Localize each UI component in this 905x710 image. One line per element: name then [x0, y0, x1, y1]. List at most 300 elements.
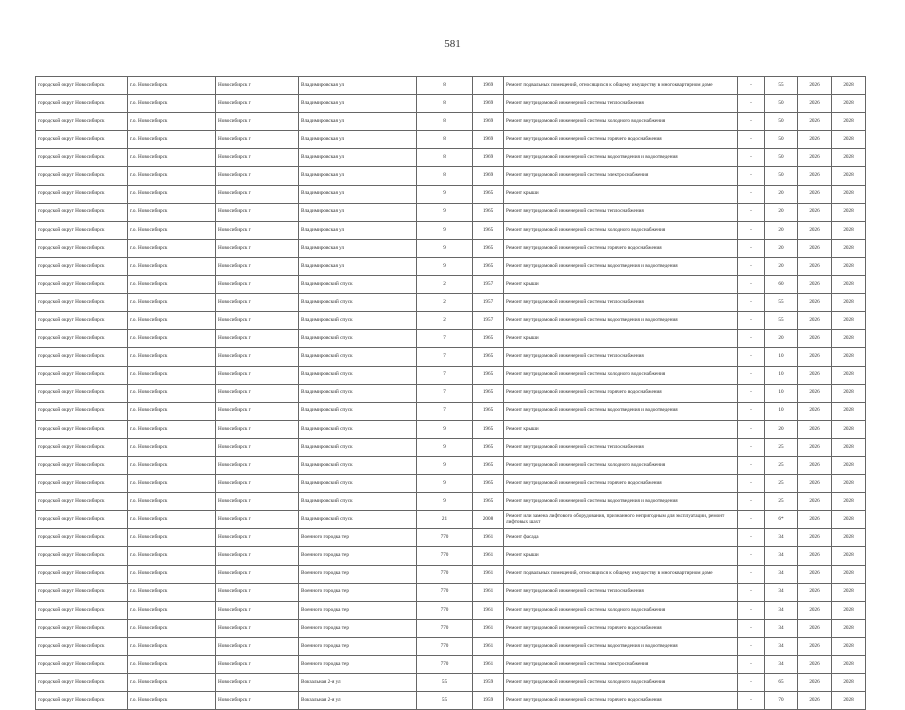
cell-dash: - — [738, 348, 765, 366]
cell-to: 2028 — [832, 456, 866, 474]
cell-street: Владимировский спуск — [299, 420, 417, 438]
cell-from: 2026 — [798, 456, 832, 474]
cell-municipality: г.о. Новосибирск — [128, 185, 216, 203]
cell-district: городской округ Новосибирск — [36, 294, 128, 312]
cell-to: 2028 — [832, 131, 866, 149]
cell-from: 2026 — [798, 257, 832, 275]
cell-to: 2028 — [832, 366, 866, 384]
cell-municipality: г.о. Новосибирск — [128, 583, 216, 601]
cell-house: 7 — [417, 330, 473, 348]
cell-dash: - — [738, 330, 765, 348]
cell-municipality: г.о. Новосибирск — [128, 384, 216, 402]
cell-municipality: г.о. Новосибирск — [128, 149, 216, 167]
cell-street: Владимировский спуск — [299, 475, 417, 493]
cell-municipality: г.о. Новосибирск — [128, 276, 216, 294]
cell-municipality: г.о. Новосибирск — [128, 656, 216, 674]
cell-year: 2008 — [473, 511, 504, 529]
cell-locality: Новосибирск г — [216, 637, 299, 655]
cell-district: городской округ Новосибирск — [36, 565, 128, 583]
cell-dash: - — [738, 565, 765, 583]
cell-street: Владимировская ул — [299, 149, 417, 167]
cell-house: 2 — [417, 312, 473, 330]
cell-from: 2026 — [798, 493, 832, 511]
cell-house: 7 — [417, 348, 473, 366]
table-row — [36, 149, 866, 167]
cell-pct: 25 — [765, 493, 798, 511]
cell-house: 9 — [417, 185, 473, 203]
cell-municipality: г.о. Новосибирск — [128, 529, 216, 547]
cell-district: городской округ Новосибирск — [36, 366, 128, 384]
cell-from: 2026 — [798, 438, 832, 456]
table-row — [36, 185, 866, 203]
cell-municipality: г.о. Новосибирск — [128, 511, 216, 529]
cell-year: 1961 — [473, 529, 504, 547]
cell-locality: Новосибирск г — [216, 366, 299, 384]
cell-work: Ремонт подвальных помещений, относящихся к общему имуществу в многоквартирном доме — [504, 565, 738, 583]
cell-dash: - — [738, 149, 765, 167]
table-row — [36, 95, 866, 113]
cell-year: 1965 — [473, 475, 504, 493]
cell-year: 1961 — [473, 583, 504, 601]
table-row — [36, 330, 866, 348]
cell-house: 7 — [417, 402, 473, 420]
cell-dash: - — [738, 547, 765, 565]
cell-district: городской округ Новосибирск — [36, 113, 128, 131]
cell-from: 2026 — [798, 637, 832, 655]
cell-dash: - — [738, 366, 765, 384]
cell-to: 2028 — [832, 547, 866, 565]
cell-from: 2026 — [798, 185, 832, 203]
cell-house: 9 — [417, 475, 473, 493]
cell-district: городской округ Новосибирск — [36, 529, 128, 547]
cell-street: Владимировский спуск — [299, 438, 417, 456]
cell-year: 1965 — [473, 221, 504, 239]
cell-dash: - — [738, 456, 765, 474]
cell-house: 55 — [417, 692, 473, 710]
cell-from: 2026 — [798, 420, 832, 438]
table-row — [36, 348, 866, 366]
cell-from: 2026 — [798, 113, 832, 131]
cell-work: Ремонт внутридомовой инженерной системы теплоснабжения — [504, 95, 738, 113]
cell-house: 8 — [417, 131, 473, 149]
cell-district: городской округ Новосибирск — [36, 511, 128, 529]
cell-dash: - — [738, 583, 765, 601]
cell-street: Владимировская ул — [299, 185, 417, 203]
cell-work: Ремонт внутридомовой инженерной системы электроснабжения — [504, 656, 738, 674]
cell-to: 2028 — [832, 529, 866, 547]
cell-work: Ремонт крыши — [504, 185, 738, 203]
cell-to: 2028 — [832, 348, 866, 366]
cell-pct: 50 — [765, 113, 798, 131]
cell-locality: Новосибирск г — [216, 294, 299, 312]
cell-locality: Новосибирск г — [216, 402, 299, 420]
cell-street: Владимировский спуск — [299, 511, 417, 529]
cell-street: Владимировская ул — [299, 167, 417, 185]
cell-to: 2028 — [832, 185, 866, 203]
cell-locality: Новосибирск г — [216, 221, 299, 239]
cell-pct: 70 — [765, 692, 798, 710]
cell-pct: 34 — [765, 656, 798, 674]
cell-dash: - — [738, 113, 765, 131]
cell-locality: Новосибирск г — [216, 601, 299, 619]
cell-year: 1959 — [473, 692, 504, 710]
cell-dash: - — [738, 203, 765, 221]
cell-work: Ремонт внутридомовой инженерной системы горячего водоснабжения — [504, 475, 738, 493]
cell-dash: - — [738, 692, 765, 710]
cell-pct: 10 — [765, 348, 798, 366]
cell-pct: 34 — [765, 565, 798, 583]
cell-from: 2026 — [798, 330, 832, 348]
cell-year: 1965 — [473, 420, 504, 438]
cell-from: 2026 — [798, 95, 832, 113]
cell-pct: 25 — [765, 475, 798, 493]
cell-district: городской округ Новосибирск — [36, 239, 128, 257]
cell-to: 2028 — [832, 438, 866, 456]
cell-street: Владимировская ул — [299, 95, 417, 113]
cell-to: 2028 — [832, 330, 866, 348]
cell-locality: Новосибирск г — [216, 456, 299, 474]
cell-district: городской округ Новосибирск — [36, 656, 128, 674]
cell-locality: Новосибирск г — [216, 95, 299, 113]
cell-locality: Новосибирск г — [216, 692, 299, 710]
cell-work: Ремонт внутридомовой инженерной системы горячего водоснабжения — [504, 619, 738, 637]
cell-to: 2028 — [832, 221, 866, 239]
cell-work: Ремонт крыши — [504, 330, 738, 348]
cell-from: 2026 — [798, 547, 832, 565]
cell-house: 770 — [417, 547, 473, 565]
cell-district: городской округ Новосибирск — [36, 95, 128, 113]
cell-dash: - — [738, 95, 765, 113]
cell-work: Ремонт внутридомовой инженерной системы водоотведения и водоотведения — [504, 637, 738, 655]
cell-street: Владимировский спуск — [299, 493, 417, 511]
cell-house: 9 — [417, 420, 473, 438]
cell-house: 9 — [417, 438, 473, 456]
cell-house: 21 — [417, 511, 473, 529]
cell-municipality: г.о. Новосибирск — [128, 221, 216, 239]
cell-from: 2026 — [798, 167, 832, 185]
cell-work: Ремонт внутридомовой инженерной системы водоотведения и водоотведения — [504, 257, 738, 275]
cell-street: Вокзальная 2-я ул — [299, 692, 417, 710]
cell-to: 2028 — [832, 583, 866, 601]
cell-year: 1965 — [473, 348, 504, 366]
table-row — [36, 565, 866, 583]
capital-repair-table — [35, 76, 866, 710]
cell-street: Владимировский спуск — [299, 456, 417, 474]
cell-street: Владимировский спуск — [299, 312, 417, 330]
cell-house: 8 — [417, 149, 473, 167]
cell-municipality: г.о. Новосибирск — [128, 113, 216, 131]
cell-dash: - — [738, 384, 765, 402]
cell-pct: 25 — [765, 438, 798, 456]
cell-to: 2028 — [832, 637, 866, 655]
cell-municipality: г.о. Новосибирск — [128, 131, 216, 149]
cell-year: 1957 — [473, 312, 504, 330]
cell-work: Ремонт крыши — [504, 276, 738, 294]
cell-street: Владимировская ул — [299, 131, 417, 149]
cell-to: 2028 — [832, 565, 866, 583]
cell-district: городской округ Новосибирск — [36, 276, 128, 294]
cell-district: городской округ Новосибирск — [36, 583, 128, 601]
cell-district: городской округ Новосибирск — [36, 420, 128, 438]
cell-municipality: г.о. Новосибирск — [128, 167, 216, 185]
cell-pct: 34 — [765, 619, 798, 637]
cell-year: 1965 — [473, 330, 504, 348]
cell-locality: Новосибирск г — [216, 330, 299, 348]
cell-pct: 20 — [765, 203, 798, 221]
cell-pct: 20 — [765, 239, 798, 257]
cell-municipality: г.о. Новосибирск — [128, 402, 216, 420]
cell-municipality: г.о. Новосибирск — [128, 330, 216, 348]
cell-street: Военного городка тер — [299, 583, 417, 601]
cell-work: Ремонт внутридомовой инженерной системы холодного водоснабжения — [504, 113, 738, 131]
cell-district: городской округ Новосибирск — [36, 185, 128, 203]
cell-district: городской округ Новосибирск — [36, 384, 128, 402]
cell-locality: Новосибирск г — [216, 384, 299, 402]
cell-pct: 10 — [765, 384, 798, 402]
cell-pct: 55 — [765, 77, 798, 95]
cell-pct: 34 — [765, 529, 798, 547]
cell-dash: - — [738, 529, 765, 547]
cell-street: Военного городка тер — [299, 619, 417, 637]
cell-year: 1969 — [473, 95, 504, 113]
cell-work: Ремонт внутридомовой инженерной системы горячего водоснабжения — [504, 131, 738, 149]
cell-house: 8 — [417, 113, 473, 131]
cell-street: Военного городка тер — [299, 529, 417, 547]
cell-locality: Новосибирск г — [216, 203, 299, 221]
table-row — [36, 294, 866, 312]
cell-pct: 55 — [765, 294, 798, 312]
cell-street: Владимировская ул — [299, 203, 417, 221]
cell-work: Ремонт внутридомовой инженерной системы водоотведения и водоотведения — [504, 402, 738, 420]
cell-pct: 10 — [765, 366, 798, 384]
cell-street: Военного городка тер — [299, 547, 417, 565]
cell-locality: Новосибирск г — [216, 276, 299, 294]
cell-street: Военного городка тер — [299, 601, 417, 619]
table-row — [36, 402, 866, 420]
cell-to: 2028 — [832, 113, 866, 131]
cell-to: 2028 — [832, 619, 866, 637]
cell-locality: Новосибирск г — [216, 113, 299, 131]
cell-district: городской округ Новосибирск — [36, 456, 128, 474]
cell-locality: Новосибирск г — [216, 656, 299, 674]
table-row — [36, 221, 866, 239]
cell-year: 1965 — [473, 185, 504, 203]
cell-district: городской округ Новосибирск — [36, 312, 128, 330]
cell-locality: Новосибирск г — [216, 348, 299, 366]
cell-from: 2026 — [798, 203, 832, 221]
cell-street: Военного городка тер — [299, 565, 417, 583]
cell-locality: Новосибирск г — [216, 511, 299, 529]
cell-municipality: г.о. Новосибирск — [128, 203, 216, 221]
cell-work: Ремонт внутридомовой инженерной системы водоотведения и водоотведения — [504, 493, 738, 511]
cell-year: 1961 — [473, 547, 504, 565]
cell-work: Ремонт внутридомовой инженерной системы холодного водоснабжения — [504, 601, 738, 619]
cell-house: 7 — [417, 384, 473, 402]
cell-year: 1957 — [473, 294, 504, 312]
cell-locality: Новосибирск г — [216, 475, 299, 493]
cell-dash: - — [738, 637, 765, 655]
cell-district: городской округ Новосибирск — [36, 692, 128, 710]
table-row — [36, 475, 866, 493]
cell-dash: - — [738, 511, 765, 529]
cell-locality: Новосибирск г — [216, 438, 299, 456]
cell-street: Владимировская ул — [299, 239, 417, 257]
cell-pct: 50 — [765, 149, 798, 167]
cell-house: 9 — [417, 456, 473, 474]
cell-locality: Новосибирск г — [216, 583, 299, 601]
cell-dash: - — [738, 475, 765, 493]
cell-year: 1965 — [473, 257, 504, 275]
cell-municipality: г.о. Новосибирск — [128, 95, 216, 113]
cell-work: Ремонт внутридомовой инженерной системы теплоснабжения — [504, 583, 738, 601]
cell-dash: - — [738, 601, 765, 619]
cell-street: Вокзальная 2-я ул — [299, 674, 417, 692]
cell-pct: 34 — [765, 601, 798, 619]
cell-work: Ремонт внутридомовой инженерной системы горячего водоснабжения — [504, 384, 738, 402]
cell-pct: 65 — [765, 674, 798, 692]
cell-dash: - — [738, 294, 765, 312]
cell-locality: Новосибирск г — [216, 257, 299, 275]
cell-to: 2028 — [832, 420, 866, 438]
cell-pct: 50 — [765, 167, 798, 185]
cell-pct: 60 — [765, 276, 798, 294]
cell-pct: 20 — [765, 420, 798, 438]
cell-street: Владимировский спуск — [299, 402, 417, 420]
cell-house: 770 — [417, 601, 473, 619]
cell-street: Военного городка тер — [299, 637, 417, 655]
table-row — [36, 420, 866, 438]
cell-year: 1969 — [473, 131, 504, 149]
cell-pct: 34 — [765, 583, 798, 601]
cell-district: городской округ Новосибирск — [36, 330, 128, 348]
cell-municipality: г.о. Новосибирск — [128, 348, 216, 366]
cell-from: 2026 — [798, 77, 832, 95]
cell-district: городской округ Новосибирск — [36, 203, 128, 221]
cell-house: 770 — [417, 637, 473, 655]
table-row — [36, 656, 866, 674]
cell-to: 2028 — [832, 294, 866, 312]
cell-year: 1961 — [473, 601, 504, 619]
cell-municipality: г.о. Новосибирск — [128, 692, 216, 710]
cell-dash: - — [738, 276, 765, 294]
table-row — [36, 276, 866, 294]
cell-pct: 20 — [765, 221, 798, 239]
cell-municipality: г.о. Новосибирск — [128, 637, 216, 655]
cell-year: 1961 — [473, 656, 504, 674]
cell-district: городской округ Новосибирск — [36, 619, 128, 637]
cell-dash: - — [738, 420, 765, 438]
cell-municipality: г.о. Новосибирск — [128, 77, 216, 95]
cell-from: 2026 — [798, 475, 832, 493]
cell-street: Владимировская ул — [299, 257, 417, 275]
cell-house: 770 — [417, 529, 473, 547]
cell-locality: Новосибирск г — [216, 420, 299, 438]
cell-dash: - — [738, 674, 765, 692]
cell-municipality: г.о. Новосибирск — [128, 601, 216, 619]
cell-dash: - — [738, 402, 765, 420]
cell-municipality: г.о. Новосибирск — [128, 547, 216, 565]
cell-street: Владимировский спуск — [299, 330, 417, 348]
cell-district: городской округ Новосибирск — [36, 77, 128, 95]
cell-to: 2028 — [832, 384, 866, 402]
cell-to: 2028 — [832, 402, 866, 420]
cell-pct: 50 — [765, 95, 798, 113]
cell-locality: Новосибирск г — [216, 529, 299, 547]
table-row — [36, 384, 866, 402]
cell-street: Владимировская ул — [299, 113, 417, 131]
cell-year: 1965 — [473, 438, 504, 456]
cell-to: 2028 — [832, 511, 866, 529]
page-number: 581 — [444, 38, 461, 50]
cell-year: 1969 — [473, 167, 504, 185]
cell-district: городской округ Новосибирск — [36, 149, 128, 167]
cell-house: 9 — [417, 239, 473, 257]
cell-house: 9 — [417, 257, 473, 275]
cell-district: городской округ Новосибирск — [36, 547, 128, 565]
cell-year: 1961 — [473, 619, 504, 637]
cell-to: 2028 — [832, 239, 866, 257]
table-row — [36, 619, 866, 637]
cell-from: 2026 — [798, 674, 832, 692]
cell-year: 1969 — [473, 149, 504, 167]
cell-year: 1965 — [473, 203, 504, 221]
cell-pct: 20 — [765, 257, 798, 275]
cell-from: 2026 — [798, 131, 832, 149]
cell-municipality: г.о. Новосибирск — [128, 674, 216, 692]
table-row — [36, 601, 866, 619]
table-row — [36, 583, 866, 601]
cell-pct: 20 — [765, 185, 798, 203]
cell-district: городской округ Новосибирск — [36, 475, 128, 493]
cell-locality: Новосибирск г — [216, 131, 299, 149]
cell-from: 2026 — [798, 276, 832, 294]
cell-locality: Новосибирск г — [216, 149, 299, 167]
cell-district: городской округ Новосибирск — [36, 131, 128, 149]
cell-dash: - — [738, 493, 765, 511]
cell-district: городской округ Новосибирск — [36, 402, 128, 420]
cell-locality: Новосибирск г — [216, 239, 299, 257]
cell-to: 2028 — [832, 692, 866, 710]
cell-street: Военного городка тер — [299, 656, 417, 674]
cell-dash: - — [738, 656, 765, 674]
cell-to: 2028 — [832, 493, 866, 511]
cell-house: 770 — [417, 565, 473, 583]
table-row — [36, 131, 866, 149]
cell-house: 2 — [417, 294, 473, 312]
cell-work: Ремонт внутридомовой инженерной системы теплоснабжения — [504, 294, 738, 312]
cell-work: Ремонт внутридомовой инженерной системы горячего водоснабжения — [504, 239, 738, 257]
cell-pct: 34 — [765, 547, 798, 565]
cell-house: 55 — [417, 674, 473, 692]
cell-street: Владимировская ул — [299, 221, 417, 239]
cell-work: Ремонт внутридомовой инженерной системы холодного водоснабжения — [504, 221, 738, 239]
cell-work: Ремонт внутридомовой инженерной системы холодного водоснабжения — [504, 456, 738, 474]
cell-year: 1961 — [473, 637, 504, 655]
cell-house: 9 — [417, 493, 473, 511]
cell-district: городской округ Новосибирск — [36, 257, 128, 275]
cell-dash: - — [738, 239, 765, 257]
cell-locality: Новосибирск г — [216, 167, 299, 185]
cell-pct: 20 — [765, 330, 798, 348]
cell-from: 2026 — [798, 384, 832, 402]
cell-to: 2028 — [832, 475, 866, 493]
table-row — [36, 493, 866, 511]
cell-work: Ремонт внутридомовой инженерной системы теплоснабжения — [504, 348, 738, 366]
cell-municipality: г.о. Новосибирск — [128, 456, 216, 474]
cell-to: 2028 — [832, 656, 866, 674]
cell-municipality: г.о. Новосибирск — [128, 475, 216, 493]
cell-locality: Новосибирск г — [216, 619, 299, 637]
